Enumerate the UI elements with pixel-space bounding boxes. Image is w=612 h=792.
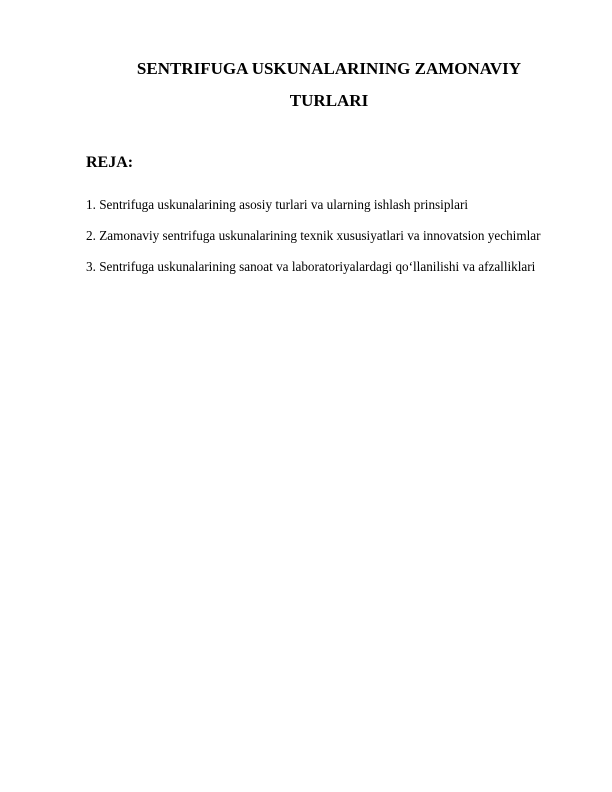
plan-heading: REJA: bbox=[86, 154, 134, 171]
document-title-line-1: SENTRIFUGA USKUNALARINING ZAMONAVIY bbox=[136, 59, 522, 78]
plan-item-2: 2. Zamonaviy sentrifuga uskunalarining texnik xususiyatlari va innovatsion yechimlar bbox=[86, 228, 541, 243]
document-title-line-2: TURLARI bbox=[289, 91, 369, 110]
plan-item-1: 1. Sentrifuga uskunalarining asosiy turlari va ularning ishlash prinsiplari bbox=[86, 197, 468, 212]
plan-item-3: 3. Sentrifuga uskunalarining sanoat va laboratoriyalardagi qo‘llanilishi va afzalliklari bbox=[86, 259, 536, 274]
